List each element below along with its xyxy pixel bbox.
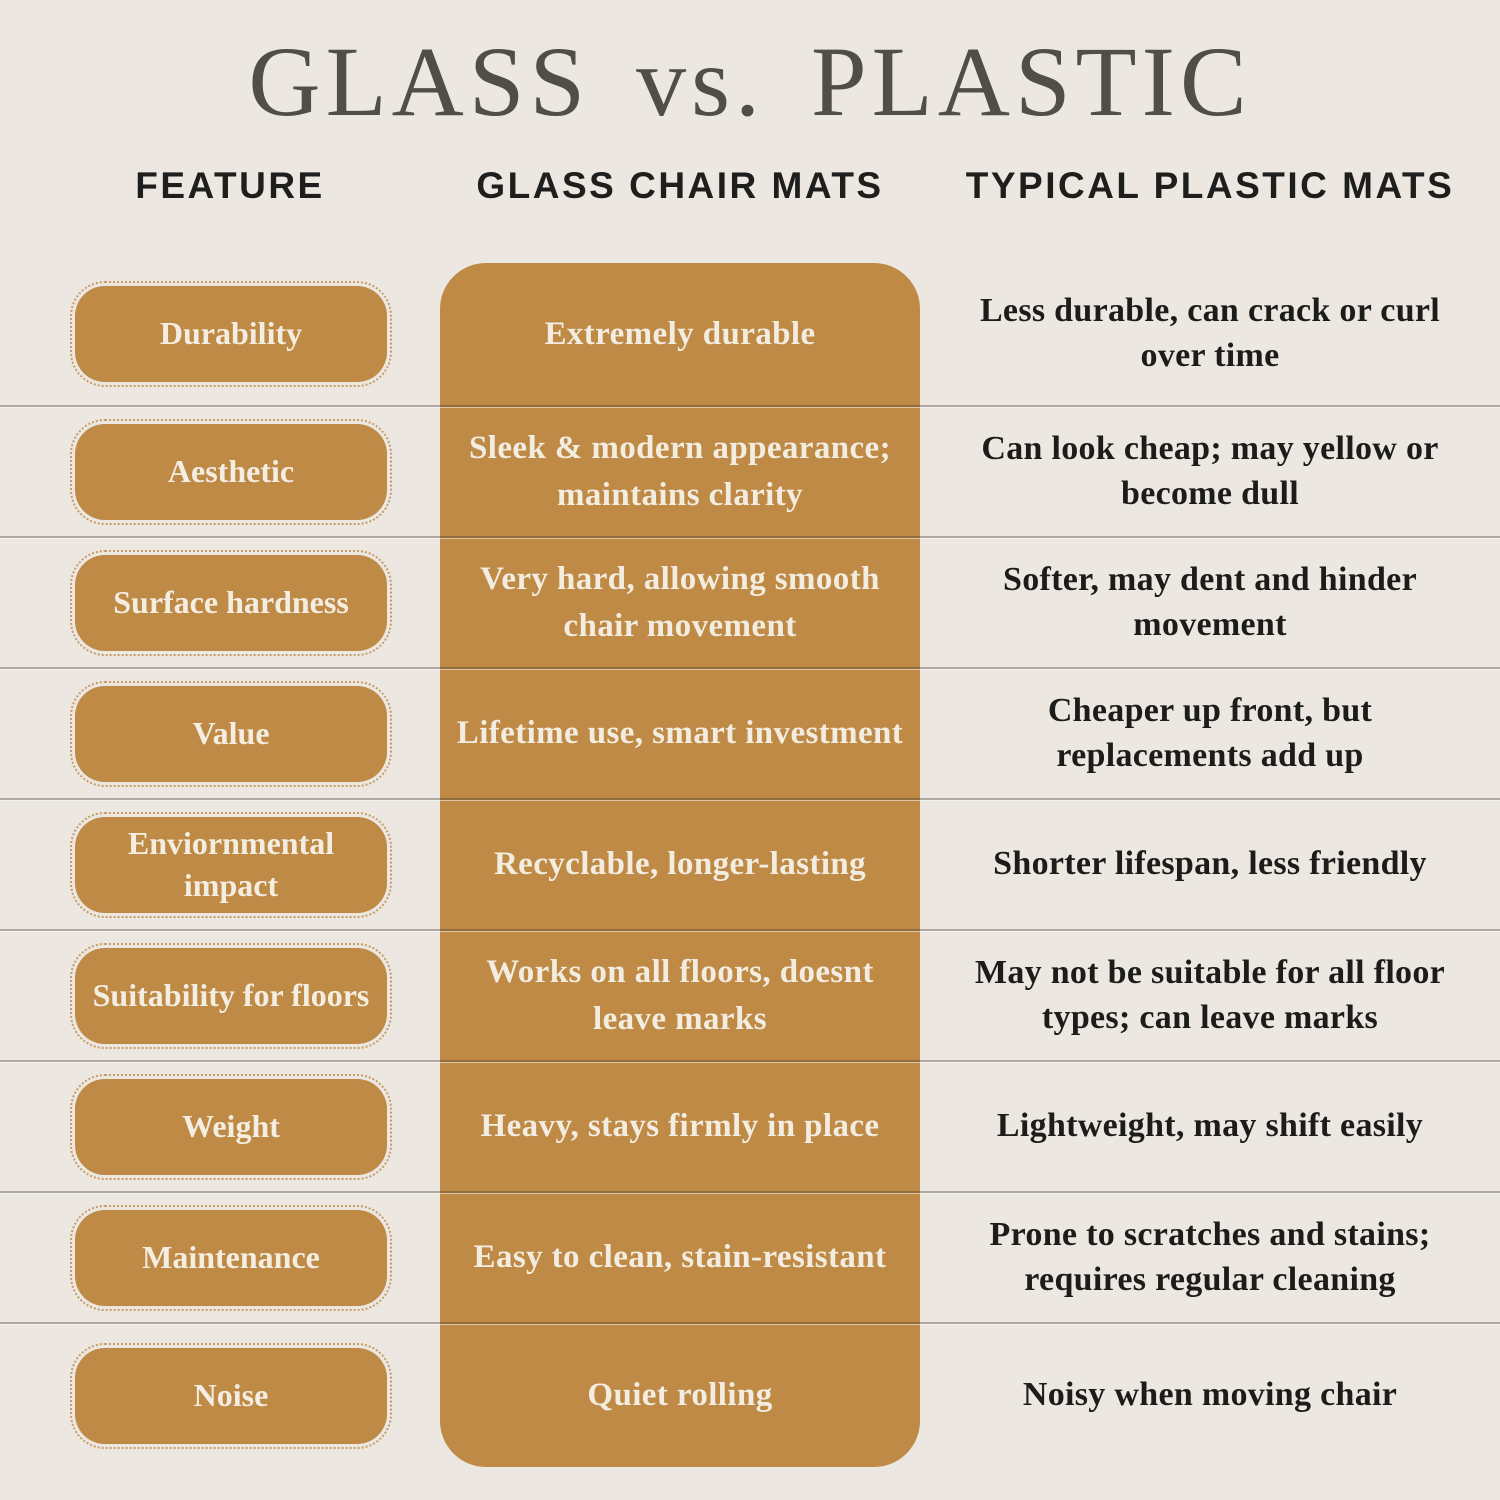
glass-cell (440, 949, 920, 1041)
feature-label: Weight (182, 1107, 280, 1144)
plastic-cell (920, 427, 1500, 517)
glass-cell (440, 841, 920, 887)
feature-label: Enviornmental impact (127, 824, 335, 903)
table-row (0, 263, 1500, 407)
table-row (0, 931, 1500, 1062)
plastic-text: Shorter lifespan, less friendly (993, 845, 1427, 883)
feature-cell (0, 424, 440, 520)
column-header-glass: GLASS CHAIR MATS (476, 165, 884, 206)
column-header-plastic: TYPICAL PLASTIC MATS (965, 165, 1455, 206)
glass-text: Extremely durable (544, 315, 816, 352)
plastic-cell (920, 951, 1500, 1041)
comparison-table (0, 263, 1500, 1467)
glass-cell (440, 311, 920, 357)
feature-pill (75, 1348, 387, 1444)
glass-text: Recyclable, longer-lasting (493, 846, 867, 883)
plastic-text: Noisy when moving chair (1022, 1376, 1398, 1414)
feature-cell (0, 1348, 440, 1444)
table-row (0, 800, 1500, 931)
glass-text: Very hard, allowing smooth chair movement (480, 561, 880, 644)
glass-cell (440, 710, 920, 756)
column-header-feature: FEATURE (135, 165, 325, 206)
table-row (0, 1324, 1500, 1467)
plastic-cell (920, 842, 1500, 887)
plastic-cell (920, 1104, 1500, 1149)
feature-pill (75, 1079, 387, 1175)
glass-cell (440, 556, 920, 648)
table-row (0, 1193, 1500, 1324)
plastic-cell (920, 689, 1500, 779)
plastic-text: May not be suitable for all floor types; can leave marks (974, 953, 1446, 1036)
glass-cell (440, 1234, 920, 1280)
table-row (0, 538, 1500, 669)
feature-cell (0, 286, 440, 382)
plastic-text: Lightweight, may shift easily (996, 1107, 1424, 1145)
feature-label: Durability (159, 315, 303, 352)
glass-text: Easy to clean, stain-resistant (473, 1239, 887, 1276)
plastic-cell (920, 289, 1500, 379)
plastic-cell (920, 558, 1500, 648)
feature-pill (75, 286, 387, 382)
feature-label: Value (192, 714, 270, 751)
table-row (0, 1062, 1500, 1193)
glass-cell (440, 425, 920, 517)
plastic-text: Softer, may dent and hinder movement (1003, 560, 1417, 643)
glass-cell (440, 1103, 920, 1149)
plastic-text: Less durable, can crack or curl over time (979, 292, 1441, 374)
feature-pill (75, 817, 387, 913)
plastic-text: Cheaper up front, but replacements add up (1047, 691, 1373, 774)
feature-pill (75, 424, 387, 520)
feature-label: Noise (193, 1376, 269, 1413)
plastic-text: Can look cheap; may yellow or become dull (981, 429, 1439, 512)
plastic-text: Prone to scratches and stains; requires regular cleaning (989, 1215, 1431, 1298)
page-title: GLASS vs. PLASTIC (248, 26, 1252, 137)
feature-pill (75, 686, 387, 782)
glass-cell (440, 1372, 920, 1418)
feature-label: Suitability for floors (92, 976, 370, 1013)
feature-cell (0, 555, 440, 651)
feature-cell (0, 1079, 440, 1175)
feature-cell (0, 686, 440, 782)
feature-cell (0, 948, 440, 1044)
glass-text: Works on all floors, doesnt leave marks (486, 954, 874, 1037)
glass-text: Lifetime use, smart investment (456, 715, 904, 752)
feature-cell (0, 817, 440, 913)
feature-pill (75, 555, 387, 651)
plastic-cell (920, 1373, 1500, 1418)
glass-text: Quiet rolling (587, 1377, 773, 1414)
feature-pill (75, 948, 387, 1044)
glass-text: Sleek & modern appearance; maintains clarity (469, 430, 891, 513)
feature-label: Maintenance (142, 1238, 320, 1275)
feature-cell (0, 1210, 440, 1306)
table-row (0, 407, 1500, 538)
table-row (0, 669, 1500, 800)
plastic-cell (920, 1213, 1500, 1303)
feature-label: Surface hardness (113, 583, 349, 620)
glass-text: Heavy, stays firmly in place (480, 1108, 880, 1145)
column-headers (0, 165, 1500, 207)
feature-label: Aesthetic (167, 452, 295, 489)
feature-pill (75, 1210, 387, 1306)
